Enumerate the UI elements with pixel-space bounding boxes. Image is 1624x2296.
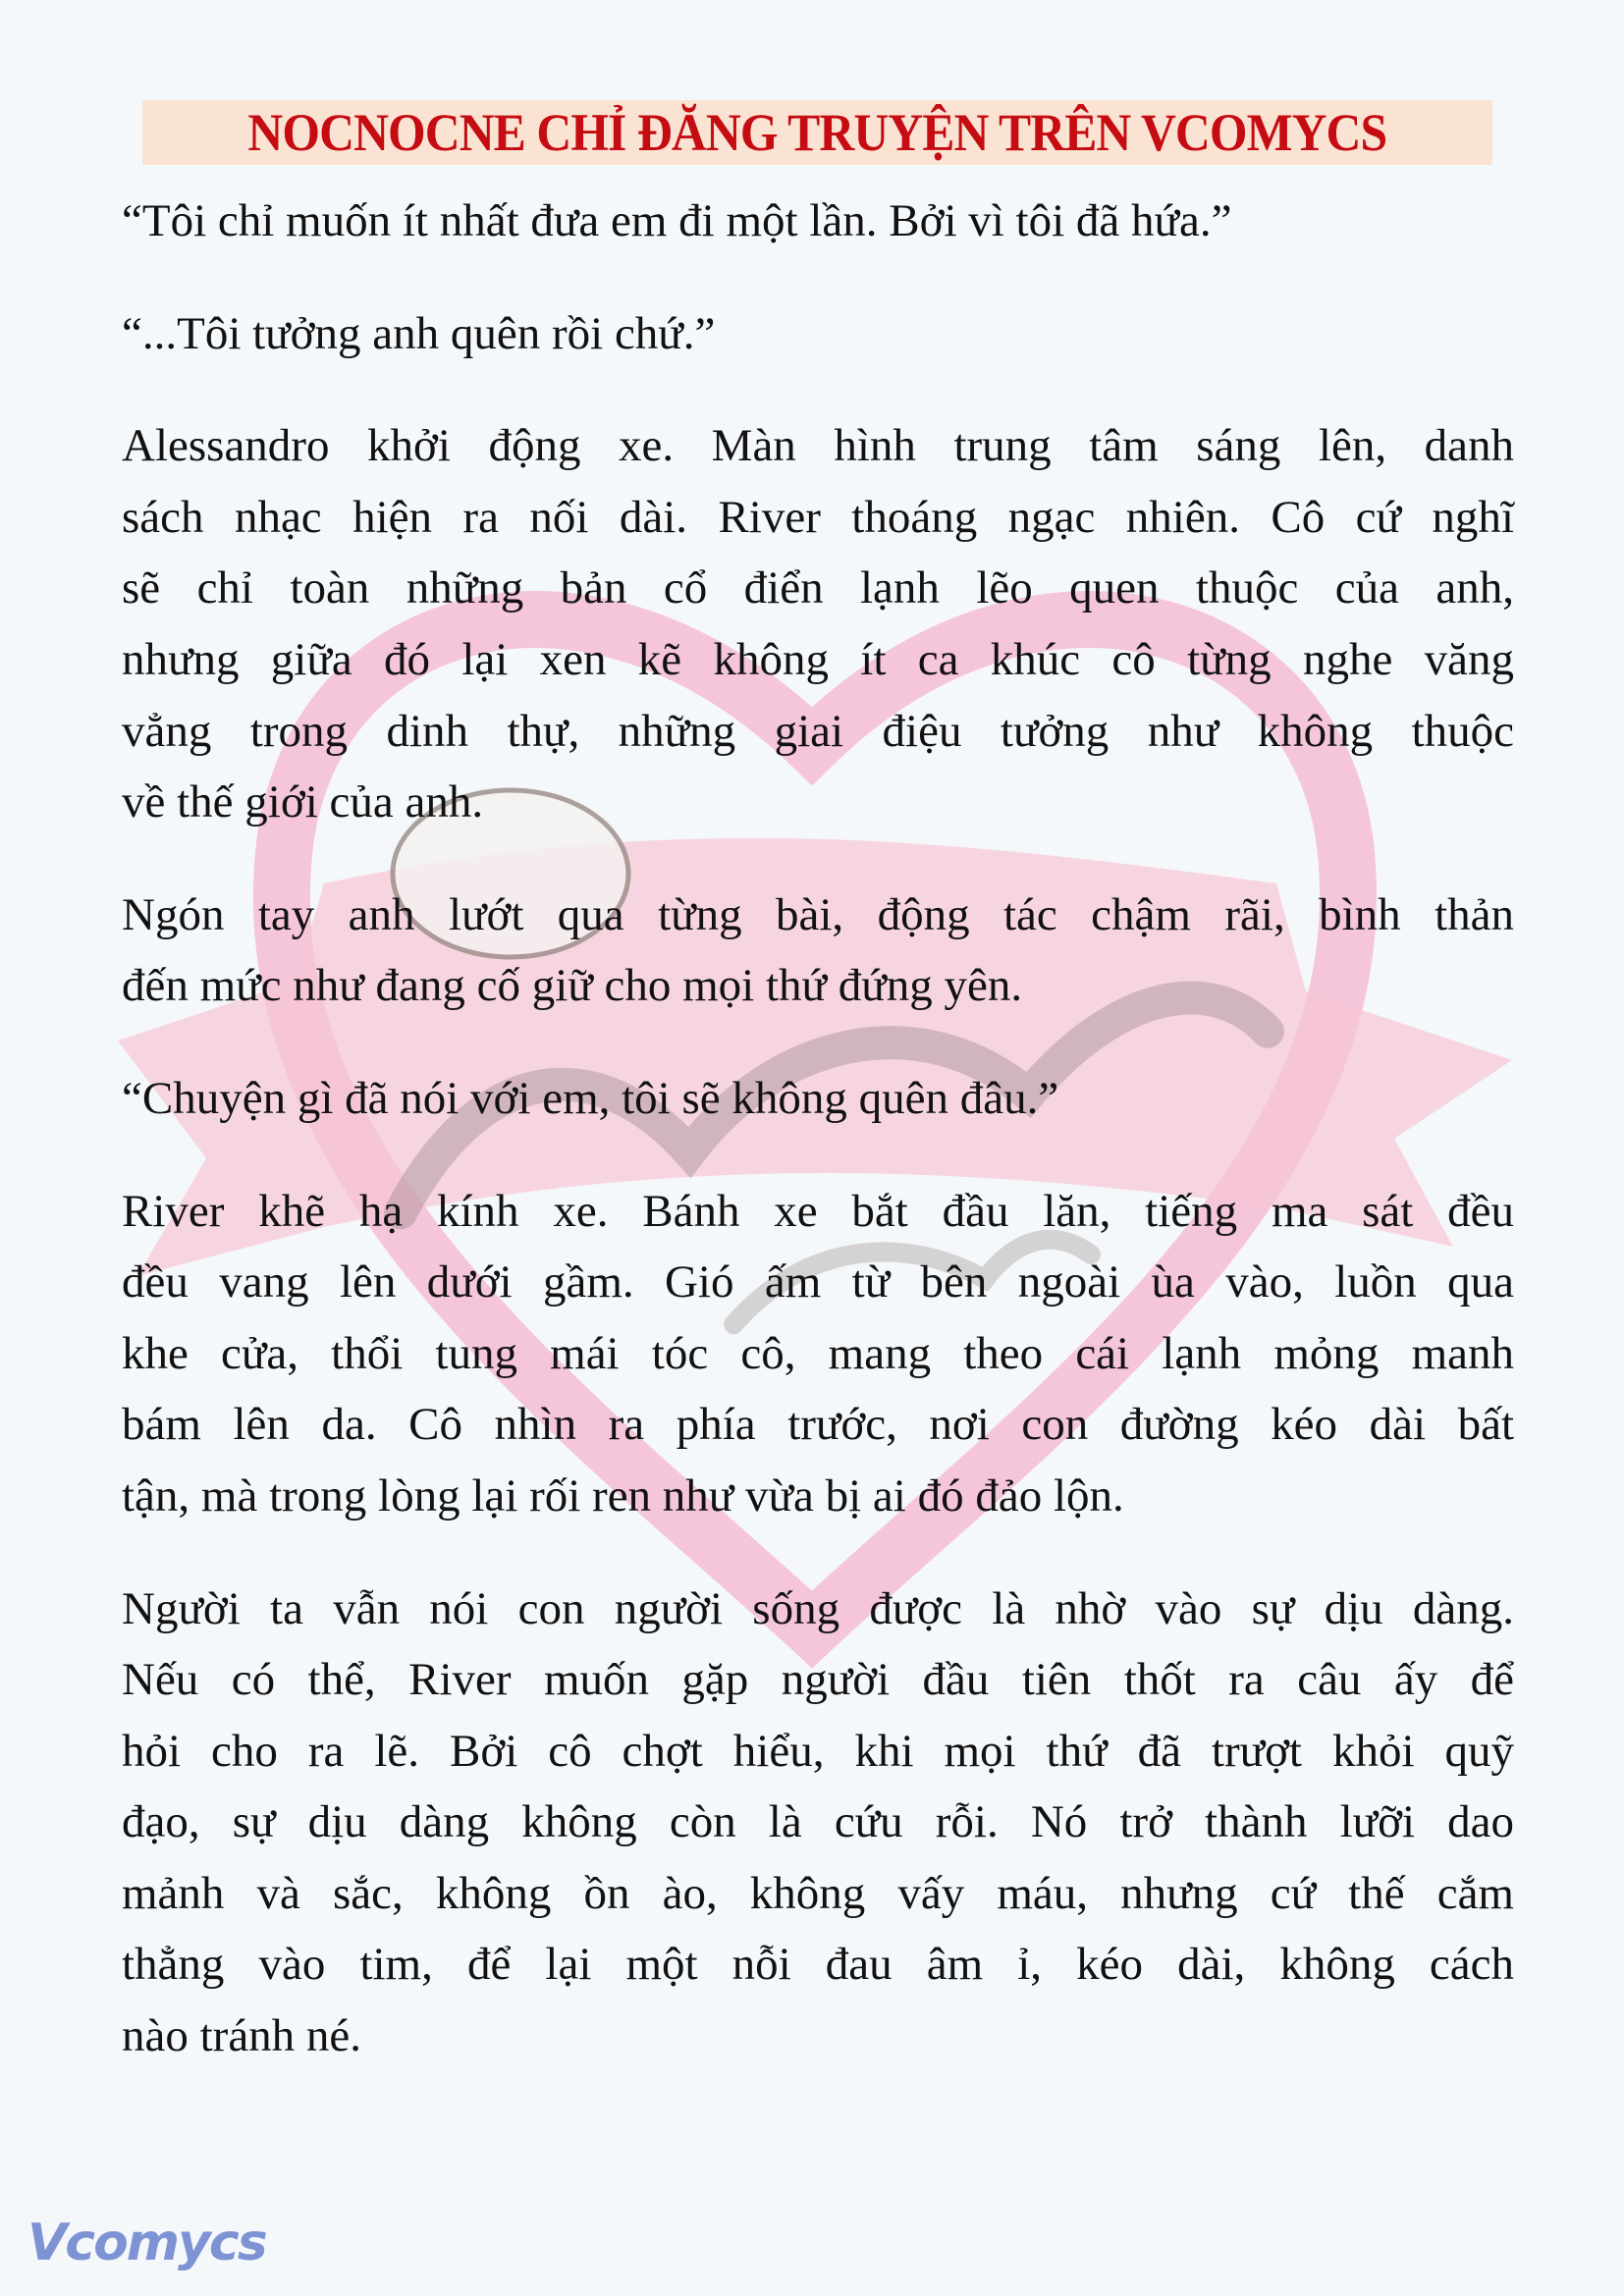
text-line: “...Tôi tưởng anh quên rồi chứ.” [122,307,716,359]
text-line: nào tránh né. [122,2010,362,2062]
paragraph [122,1063,1514,1135]
title-banner [142,100,1492,165]
page-title: NOCNOCNE CHỈ ĐĂNG TRUYỆN TRÊN VCOMYCS [247,103,1387,162]
text-line: River khẽ hạ kính xe. Bánh xe bắt đầu lăn, tiếng ma sát đều [122,1185,1514,1237]
text-line: bám lên da. Cô nhìn ra phía trước, nơi con đường kéo dài bất [122,1399,1514,1451]
text-line: vẳng trong dinh thự, những giai điệu tưởng như không thuộc [122,705,1514,757]
paragraph [122,1176,1514,1532]
paragraph [122,298,1514,370]
text-line: thẳng vào tim, để lại một nỗi đau âm ỉ, kéo dài, không cách [122,1939,1514,1991]
text-line: Người ta vẫn nói con người sống được là nhờ vào sự dịu dàng. [122,1582,1514,1634]
vcomycs-logo: Vcomycs [27,2214,266,2272]
text-line: “Tôi chỉ muốn ít nhất đưa em đi một lần. Bởi vì tôi đã hứa.” [122,195,1232,246]
text-line: Ngón tay anh lướt qua từng bài, động tác chậm rãi, bình thản [122,888,1514,940]
paragraph [122,880,1514,1022]
text-line: Nếu có thể, River muốn gặp người đầu tiên thốt ra câu ấy để [122,1654,1514,1706]
paragraph [122,410,1514,838]
text-line: mảnh và sắc, không ồn ào, không vấy máu, nhưng cứ thế cắm [122,1867,1514,1919]
text-line: hỏi cho ra lẽ. Bởi cô chợt hiểu, khi mọi thứ đã trượt khỏi quỹ [122,1725,1514,1777]
text-line: tận, mà trong lòng lại rối ren như vừa bị ai đó đảo lộn. [122,1469,1124,1522]
text-line: khe cửa, thổi tung mái tóc cô, mang theo cái lạnh mỏng manh [122,1327,1514,1379]
text-line: “Chuyện gì đã nói với em, tôi sẽ không quên đâu.” [122,1072,1059,1124]
text-line: đạo, sự dịu dàng không còn là cứu rỗi. Nó trở thành lưỡi dao [122,1796,1514,1848]
paragraph [122,186,1514,257]
text-line: sách nhạc hiện ra nối dài. River thoáng ngạc nhiên. Cô cứ nghĩ [122,491,1514,543]
text-line: sẽ chỉ toàn những bản cổ điển lạnh lẽo quen thuộc của anh, [122,562,1514,614]
text-line: nhưng giữa đó lại xen kẽ không ít ca khúc cô từng nghe văng [122,633,1514,685]
text-line: Alessandro khởi động xe. Màn hình trung tâm sáng lên, danh [122,420,1514,472]
text-line: đều vang lên dưới gầm. Gió ấm từ bên ngoài ùa vào, luồn qua [122,1256,1514,1308]
text-line: đến mức như đang cố giữ cho mọi thứ đứng yên. [122,960,1023,1012]
text-line: về thế giới của anh. [122,776,484,828]
story-text [122,186,1514,2113]
paragraph [122,1574,1514,2072]
